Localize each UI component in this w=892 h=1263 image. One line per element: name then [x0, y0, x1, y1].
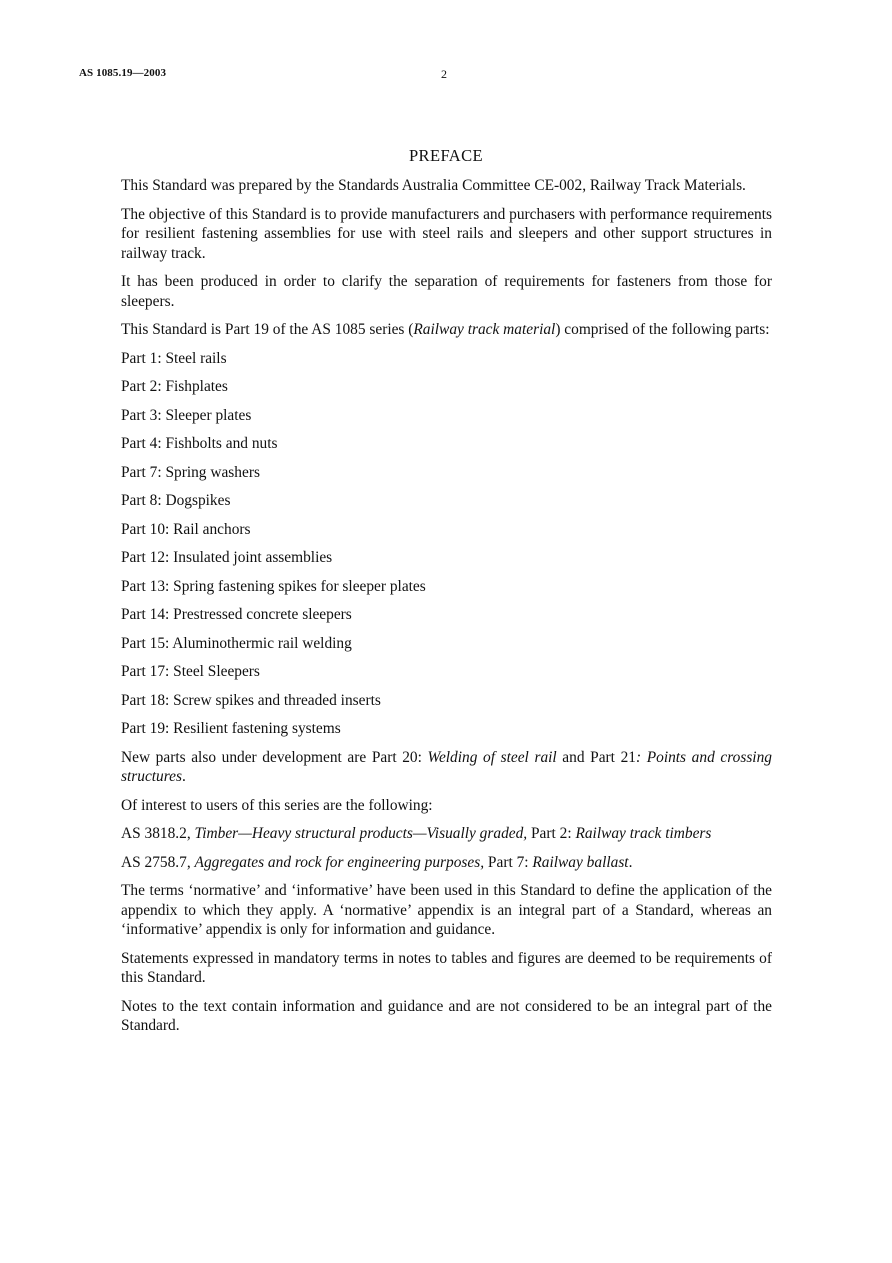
- new-parts-text: New parts also under development are Part 20:: [121, 748, 428, 766]
- reference-part: Part 2:: [527, 825, 576, 842]
- reference-part-title: Railway ballast: [532, 853, 629, 871]
- series-title: Railway track material: [413, 321, 556, 338]
- reference-end: .: [628, 853, 633, 871]
- list-item: Part 8: Dogspikes: [121, 492, 231, 509]
- reference-code: AS 3818.2,: [121, 825, 195, 842]
- paragraph-normative: The terms ‘normative’ and ‘informative’ have been used in this Standard to define the application of the appendix to which they apply. A ‘normative’ appendix is an integral part of a Standard, whereas an ‘informative’ appendix is only for information and guidance.: [121, 882, 772, 938]
- list-item: Part 1: Steel rails: [121, 349, 227, 367]
- header-document-id: AS 1085.19—2003: [79, 67, 167, 79]
- list-item: Part 12: Insulated joint assemblies: [121, 549, 333, 566]
- paragraph-notes: Notes to the text contain information and guidance and are not considered to be an integral part of the Standard.: [121, 997, 772, 1034]
- parts-list: [121, 349, 772, 739]
- new-parts-text-middle: and Part 21: [556, 748, 636, 766]
- preface-body: [121, 176, 772, 1045]
- paragraph-mandatory: Statements expressed in mandatory terms in notes to tables and figures are deemed to be requirements of this Standard.: [121, 949, 772, 986]
- section-title: PREFACE: [408, 146, 483, 165]
- list-item: Part 14: Prestressed concrete sleepers: [121, 606, 352, 623]
- list-item: Part 10: Rail anchors: [121, 520, 251, 538]
- list-item: Part 4: Fishbolts and nuts: [121, 435, 278, 452]
- list-item: Part 15: Aluminothermic rail welding: [121, 634, 352, 652]
- paragraph-series: [121, 320, 772, 340]
- list-item: Part 17: Steel Sleepers: [121, 663, 260, 680]
- list-item: Part 19: Resilient fastening systems: [121, 720, 341, 737]
- paragraph-interest: Of interest to users of this series are the following:: [121, 796, 433, 814]
- list-item: Part 13: Spring fastening spikes for sleeper plates: [121, 577, 426, 595]
- reference-part-title: Railway track timbers: [575, 825, 712, 842]
- series-text-after: ) comprised of the following parts:: [555, 321, 770, 338]
- reference-title: Timber—Heavy structural products—Visually graded,: [194, 825, 528, 842]
- list-item: Part 3: Sleeper plates: [121, 406, 252, 424]
- list-item: Part 2: Fishplates: [121, 378, 228, 395]
- reference-code: AS 2758.7,: [121, 853, 195, 871]
- list-item: Part 7: Spring washers: [121, 463, 260, 481]
- new-part-20-title: Welding of steel rail: [427, 748, 557, 766]
- header-page-number: 2: [441, 67, 447, 81]
- paragraph-separation: It has been produced in order to clarify the separation of requirements for fasteners from those for sleepers.: [121, 273, 772, 310]
- series-text-before: This Standard is Part 19 of the AS 1085 series (: [121, 321, 414, 338]
- paragraph-committee: This Standard was prepared by the Standards Australia Committee CE-002, Railway Track Materials.: [121, 177, 746, 194]
- list-item: Part 18: Screw spikes and threaded inserts: [121, 691, 381, 709]
- paragraph-objective: The objective of this Standard is to provide manufacturers and purchasers with performance requirements for resilient fastening assemblies for use with steel rails and sleepers and other support structures in railway track.: [121, 205, 772, 262]
- new-parts-text-end: .: [182, 768, 186, 785]
- reference-entry: [121, 824, 772, 844]
- reference-part: Part 7:: [484, 853, 533, 871]
- new-part-21-title: : Points and crossing structures: [121, 748, 772, 785]
- paragraph-new-parts: [121, 748, 772, 787]
- reference-title: Aggregates and rock for engineering purposes,: [194, 853, 485, 871]
- reference-entry: [121, 853, 772, 873]
